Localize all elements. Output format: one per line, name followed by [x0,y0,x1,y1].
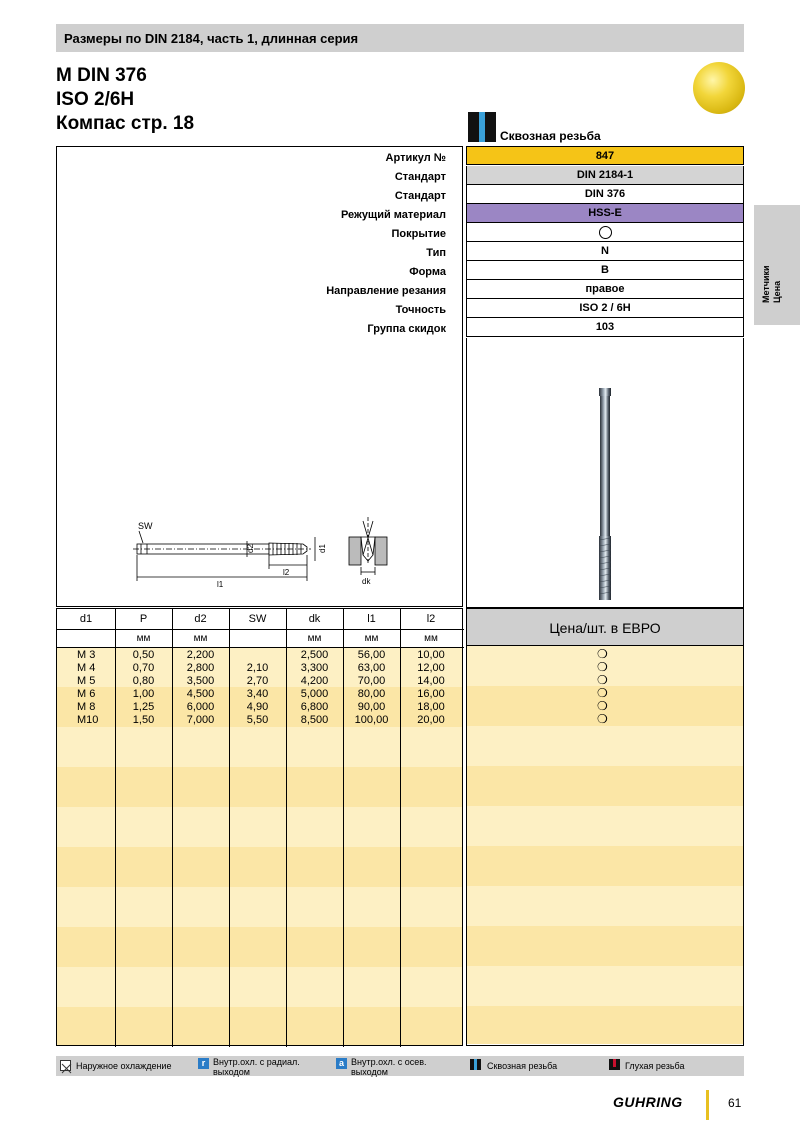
table-cell: 0,50 [132,649,155,661]
table-cell: M 8 [77,701,96,713]
table-stripe [467,726,743,766]
axial-coolant-icon: a [336,1058,347,1069]
table-cell: 2,800 [186,662,215,674]
table-cell: 16,00 [417,688,445,700]
table-stripe [57,807,462,847]
price-availability-mark: ❍ [597,712,608,726]
legend-external-cooling: Наружное охлаждение [76,1061,172,1071]
table-cell: 8,500 [300,714,329,726]
price-availability-mark: ❍ [597,660,608,674]
spec-value-article: 847 [466,146,744,165]
table-cell: M 5 [77,675,96,687]
page-number: 61 [728,1096,742,1110]
col-header-dk: dk [308,613,321,625]
through-thread-icon [470,1059,481,1070]
col-header-p: P [139,613,148,625]
table-cell: 63,00 [357,662,386,674]
blind-thread-icon [609,1059,620,1070]
table-cell: 14,00 [417,675,445,687]
drawing-label-sw: SW [138,521,153,531]
drawing-label-l2: l2 [283,568,290,577]
x-box-icon [60,1060,71,1071]
spec-label-direction: Направление резания [326,285,446,297]
table-cell: 56,00 [357,649,386,661]
spec-label-standard2: Стандарт [394,190,446,202]
table-cell: 3,500 [186,675,215,687]
unit-d2: мм [193,633,208,644]
table-cell: 20,00 [417,714,445,726]
table-stripe [467,1006,743,1044]
table-stripe [57,967,462,1007]
uncoated-circle-icon [599,226,612,239]
table-cell: 1,25 [132,701,155,713]
table-cell: 4,90 [246,701,269,713]
legend-blind-thread: Глухая резьба [625,1061,685,1071]
price-availability-mark: ❍ [597,686,608,700]
spec-label-form: Форма [409,266,446,278]
table-stripe [57,887,462,927]
drawing-label-l1: l1 [217,580,224,589]
logo-accent-bar [706,1090,709,1120]
table-stripe [467,806,743,846]
unit-p: мм [136,633,151,644]
table-cell: 2,10 [246,662,269,674]
side-tab-label: Метчики Цена [761,265,782,303]
spec-label-article: Артикул № [385,152,446,164]
tap-product-image [591,388,621,603]
guhring-logo: GUHRING [613,1094,683,1110]
spec-label-type: Тип [426,247,446,259]
table-cell: 3,40 [246,688,269,700]
legend-radial-coolant: Внутр.охл. с радиал. выходом [213,1057,300,1077]
table-cell: M 6 [77,688,96,700]
spec-label-discount: Группа скидок [367,323,446,335]
table-cell: 2,200 [186,649,215,661]
unit-dk: мм [307,633,322,644]
spec-value-standard2: DIN 376 [466,185,744,204]
table-cell: 1,50 [132,714,155,726]
table-cell: 5,000 [300,688,329,700]
col-header-l2: l2 [426,613,436,625]
table-cell: M 4 [77,662,96,674]
table-cell: M 3 [77,649,96,661]
radial-coolant-icon: r [198,1058,209,1069]
table-stripe [57,927,462,967]
spec-value-direction: правое [466,280,744,299]
spec-value-discount: 103 [466,318,744,337]
drawing-label-dk: dk [362,577,371,586]
table-cell: 90,00 [357,701,386,713]
table-cell: 2,70 [246,675,269,687]
table-cell: 6,800 [300,701,329,713]
table-cell: M10 [77,714,99,726]
price-header: Цена/шт. в ЕВРО [466,608,744,646]
table-stripe [467,846,743,886]
table-stripe [57,847,462,887]
table-cell: 6,000 [186,701,215,713]
col-header-d2: d2 [194,613,207,625]
page-header-text: Размеры по DIN 2184, часть 1, длинная серия [64,31,359,46]
spec-value-type: N [466,242,744,261]
price-column [466,646,744,1046]
table-cell: 2,500 [300,649,329,661]
table-cell: 0,80 [132,675,155,687]
table-cell: 0,70 [132,662,155,674]
tolerance-title: ISO 2/6H [56,89,135,110]
table-cell: 70,00 [357,675,386,687]
spec-label-box [56,146,463,607]
table-cell: 7,000 [186,714,215,726]
spec-value-accuracy: ISO 2 / 6H [466,299,744,318]
table-cell [229,649,286,662]
spec-value-standard: DIN 2184-1 [466,166,744,185]
unit-l1: мм [364,633,379,644]
table-cell: 100,00 [354,714,389,726]
spec-label-material: Режущий материал [340,209,446,221]
legend-axial-coolant: Внутр.охл. с осев. выходом [351,1057,427,1077]
col-header-l1: l1 [367,613,376,625]
spec-value-form: B [466,261,744,280]
thread-type-label: Сквозная резьба [500,129,601,143]
page-header-bar [56,24,744,52]
table-stripe [467,926,743,966]
compass-reference: Компас стр. 18 [56,113,195,134]
table-stripe [57,727,462,767]
drawing-label-d1: d1 [318,544,327,553]
table-cell: 80,00 [357,688,386,700]
coating-ball-icon [693,62,745,114]
drawing-label-d2: d2 [246,544,255,553]
table-cell: 4,500 [186,688,215,700]
price-availability-mark: ❍ [597,673,608,687]
through-thread-icon [468,112,496,142]
product-title: M DIN 376 [56,65,147,86]
legend-bar [56,1056,744,1076]
spec-label-accuracy: Точность [395,304,446,316]
spec-label-coating: Покрытие [391,228,446,240]
table-stripe [467,966,743,1006]
table-cell: 10,00 [417,649,445,661]
tap-technical-drawing [127,517,407,602]
product-image-cell [466,338,744,608]
spec-label-standard: Стандарт [394,171,446,183]
table-stripe [57,767,462,807]
spec-value-coating [466,223,744,242]
table-stripe [467,886,743,926]
table-cell: 12,00 [417,662,445,674]
price-availability-mark: ❍ [597,699,608,713]
table-cell: 4,200 [300,675,329,687]
table-stripe [57,1007,462,1045]
unit-l2: мм [424,633,438,644]
col-header-sw: SW [248,613,267,625]
table-stripe [467,766,743,806]
table-cell: 1,00 [132,688,155,700]
side-tab[interactable] [754,205,800,325]
table-cell: 18,00 [417,701,445,713]
table-cell: 3,300 [300,662,329,674]
dimension-table [56,608,463,1046]
col-header-d1: d1 [79,613,93,625]
legend-through-thread: Сквозная резьба [487,1061,558,1071]
spec-value-material: HSS-E [466,204,744,223]
price-availability-mark: ❍ [597,647,608,661]
table-cell: 5,50 [246,714,269,726]
